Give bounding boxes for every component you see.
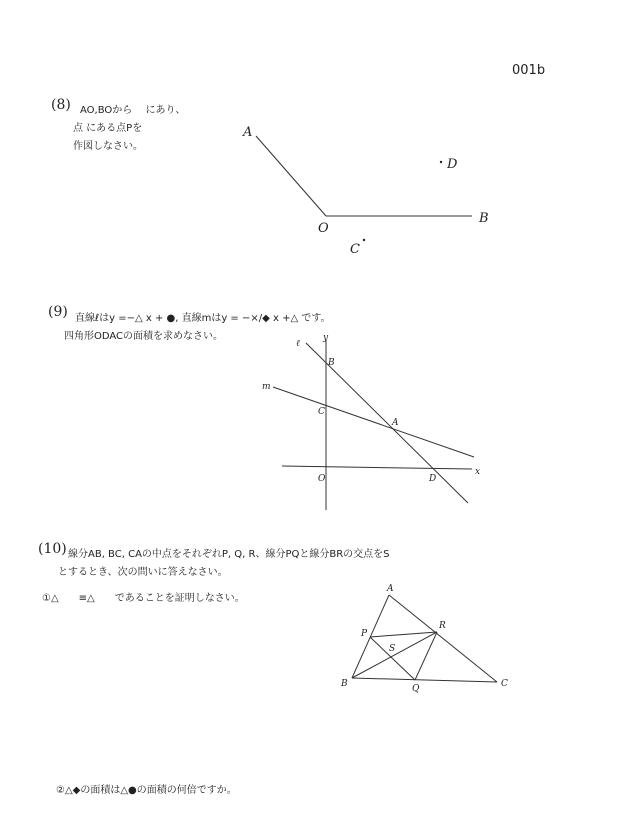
q9-text-1: 直線ℓはy =−△ x + ●, 直線mはy = −×/◆ x +△ です。: [75, 313, 331, 324]
q8-text-1: AO,BOから にあり、: [80, 105, 186, 116]
label-C: C: [501, 679, 508, 689]
label-Q: Q: [412, 684, 420, 694]
side-CA: [389, 595, 497, 682]
segment-AO: [256, 136, 326, 216]
label-C: C: [350, 242, 360, 257]
label-O: O: [318, 474, 326, 484]
label-A: A: [392, 418, 399, 428]
segment-PR: [370, 632, 437, 637]
label-A: A: [243, 125, 253, 140]
line-m: [273, 387, 474, 457]
q9-figure: [262, 333, 480, 510]
q10-text-1: 線分AB, BC, CAの中点をそれぞれP, Q, R、線分PQと線分BRの交点をS: [68, 549, 390, 560]
q9-number: (9): [48, 304, 68, 320]
label-B: B: [479, 211, 489, 226]
label-x: x: [475, 467, 481, 477]
q8-text-2: 点 にある点Pを: [73, 123, 143, 134]
label-B: B: [341, 679, 348, 689]
label-C: C: [318, 407, 325, 417]
q8-figure: [242, 125, 489, 257]
q10-sub-2: ②△◆の面積は△●の面積の何倍ですか。: [56, 785, 237, 796]
label-D: D: [429, 474, 437, 484]
label-l: ℓ: [296, 339, 300, 349]
label-A: A: [387, 584, 394, 594]
label-S: S: [389, 644, 396, 654]
x-axis: [282, 466, 472, 469]
q10-sub-1: ①△ ≡△ であることを証明しなさい。: [42, 593, 245, 604]
label-y: y: [323, 333, 329, 343]
side-BC: [352, 678, 497, 682]
label-D: D: [447, 157, 458, 172]
page-code: 001b: [512, 63, 546, 78]
point-D: [440, 161, 442, 163]
q8-number: (8): [51, 97, 71, 113]
q10-number: (10): [38, 541, 67, 557]
label-P: P: [361, 629, 368, 639]
q10-text-2: とするとき、次の問いに答えなさい。: [58, 567, 228, 578]
point-C: [363, 239, 365, 241]
label-B: B: [328, 358, 335, 368]
segment-QR: [415, 632, 437, 680]
q8-text-3: 作図しなさい。: [73, 141, 143, 152]
label-m: m: [262, 382, 271, 392]
q10-figure: [340, 584, 508, 694]
label-R: R: [439, 621, 446, 631]
q9-text-2: 四角形ODACの面積を求めなさい。: [64, 331, 224, 342]
label-O: O: [318, 221, 329, 236]
